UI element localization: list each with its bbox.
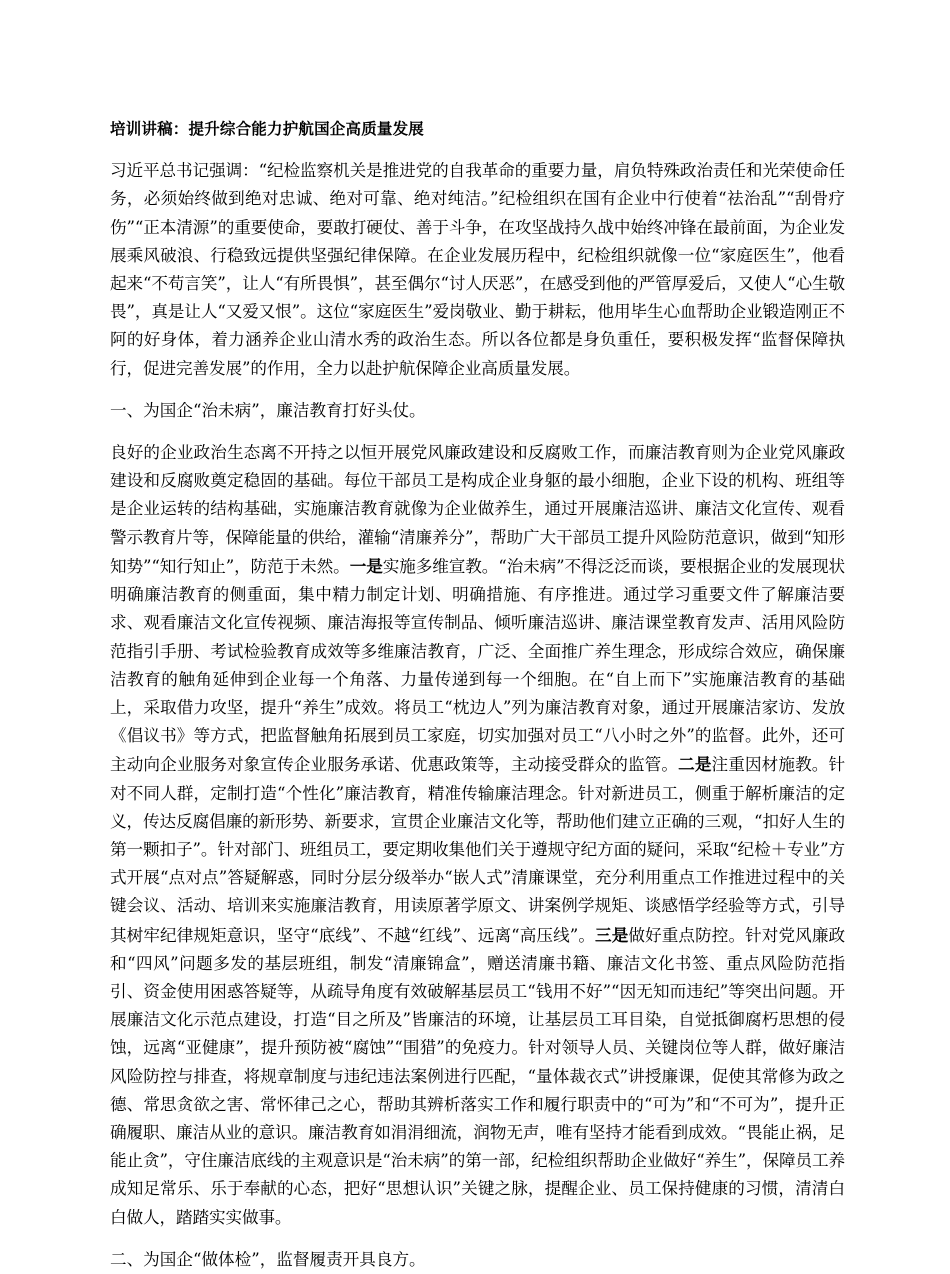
text-run: 实施多维宣教。“治未病”不得泛泛而谈，要根据企业的发展现状明确廉洁教育的侧重面，集中精力制定计划、明确措施、有序推进。通过学习重要文件了解廉洁要求、观看廉洁文化宣传视频、廉洁海报等宣传制品、倾听廉洁巡讲、廉洁课堂教育发声、活用风险防范指引手册、考试检验教育成效等多维廉洁教育，广泛、全面推广养生理念，形成综合效应，确保廉洁教育的触角延伸到企业每一个角落、力量传递到每一个细胞。在“自上而下”实施廉洁教育的基础上，采取借力攻坚，提升“养生”成效。将员工“枕边人”列为廉洁教育对象，通过开展廉洁家访、发放《倡议书》等方式，把监督触角拓展到员工家庭，切实加强对员工“八小时之外”的监督。此外，还可主动向企业服务对象宣传企业服务承诺、优惠政策等，主动接受群众的监管。 xyxy=(110,556,845,775)
emphasis-run: 一是 xyxy=(349,555,383,576)
section-heading-one: 一、为国企“治未病”，廉洁教育打好头仗。 xyxy=(110,400,426,420)
text-run: 做好重点防控。针对党风廉政和“四风”问题多发的基层班组，制发“清廉锦盒”，赠送清廉书籍、廉洁文化书签、重点风险防范指引、资金使用困惑答疑等，从疏导角度有效破解基层员工“钱用不好”“因无知而违纪”等突出问题。开展廉洁文化示范点建设，打造“目之所及”皆廉洁的环境，让基层员工耳目染，自觉抵御腐朽思想的侵蚀，远离“亚健康”，提升预防被“腐蚀”“围猎”的免疫力。针对领导人员、关键岗位等人群，做好廉洁风险防控与排查，将规章制度与违纪违法案例进行匹配，“量体裁衣式”讲授廉课，促使其常修为政之德、常思贪欲之害、常怀律己之心，帮助其辨析落实工作和履行职责中的“可为”和“不可为”，提升正确履职、廉洁从业的意识。廉洁教育如涓涓细流，润物无声，唯有坚持才能看到成效。“畏能止祸，足能止贪”，守住廉洁底线的主观意识是“治未病”的第一部，纪检组织帮助企业做好“养生”，保障员工养成知足常乐、乐于奉献的心态，把好“思想认识”关键之脉，提醒企业、员工保持健康的习惯，清清白白做人，踏踏实实做事。 xyxy=(110,925,845,1227)
page-title: 培训讲稿：提升综合能力护航国企高质量发展 xyxy=(110,120,425,138)
paragraph-intro: 习近平总书记强调：“纪检监察机关是推进党的自我革命的重要力量，肩负特殊政治责任和光荣使命任务，必须始终做到绝对忠诚、绝对可靠、绝对纯洁。”纪检组织在国有企业中行使着“祛治乱”“刮骨疗伤”“正本清源”的重要使命，要敢打硬仗、善于斗争，在攻坚战持久战中始终冲锋在最前面，为企业发展乘风破浪、行稳致远提供坚强纪律保障。在企业发展历程中，纪检组织就像一位“家庭医生”，他看起来“不苟言笑”，让人“有所畏惧”，甚至偶尔“讨人厌恶”，在感受到他的严管厚爱后，又使人“心生敬畏”，真是让人“又爱又恨”。这位“家庭医生”爱岗敬业、勤于耕耘，他用毕生心血帮助企业锻造刚正不阿的好身体，着力涵养企业山清水秀的政治生态。所以各位都是身负重任，要积极发挥“监督保障执行，促进完善发展”的作用，全力以赴护航保障企业高质量发展。 xyxy=(110,161,845,378)
paragraph-body-one xyxy=(110,439,845,1232)
emphasis-run: 三是 xyxy=(595,924,629,945)
text-run: 注重因材施教。针对不同人群，定制打造“个性化”廉洁教育，精准传输廉洁理念。针对新进员工，侧重于解析廉洁的定义，传达反腐倡廉的新形势、新要求，宣贯企业廉洁文化等，帮助他们建立正确的三观，“扣好人生的第一颗扣子”。针对部门、班组员工，要定期收集他们关于遵规守纪方面的疑问，采取“纪检＋专业”方式开展“点对点”答疑解惑，同时分层分级举办“嵌人式”清廉课堂，充分利用重点工作推进过程中的关键会议、活动、培训来实施廉洁教育，用读原著学原文、讲案例学规矩、谈感悟学经验等方式，引导其树牢纪律规矩意识，坚守“底线”、不越“红线”、远离“高压线”。 xyxy=(110,755,845,945)
text-run: 良好的企业政治生态离不开持之以恒开展党风廉政建设和反腐败工作，而廉洁教育则为企业党风廉政建设和反腐败奠定稳固的基础。每位干部员工是构成企业身躯的最小细胞，企业下设的机构、班组等是企业运转的结构基础，实施廉洁教育就像为企业做养生，通过开展廉洁巡讲、廉洁文化宣传、观看警示教育片等，保障能量的供给，灌输“清廉养分”，帮助广大干部员工提升风险防范意识，做到“知形知势”“知行知止”，防范于未然。 xyxy=(110,443,845,576)
section-heading-two: 二、为国企“做体检”，监督履责开具良方。 xyxy=(110,1249,426,1269)
emphasis-run: 二是 xyxy=(678,754,712,775)
